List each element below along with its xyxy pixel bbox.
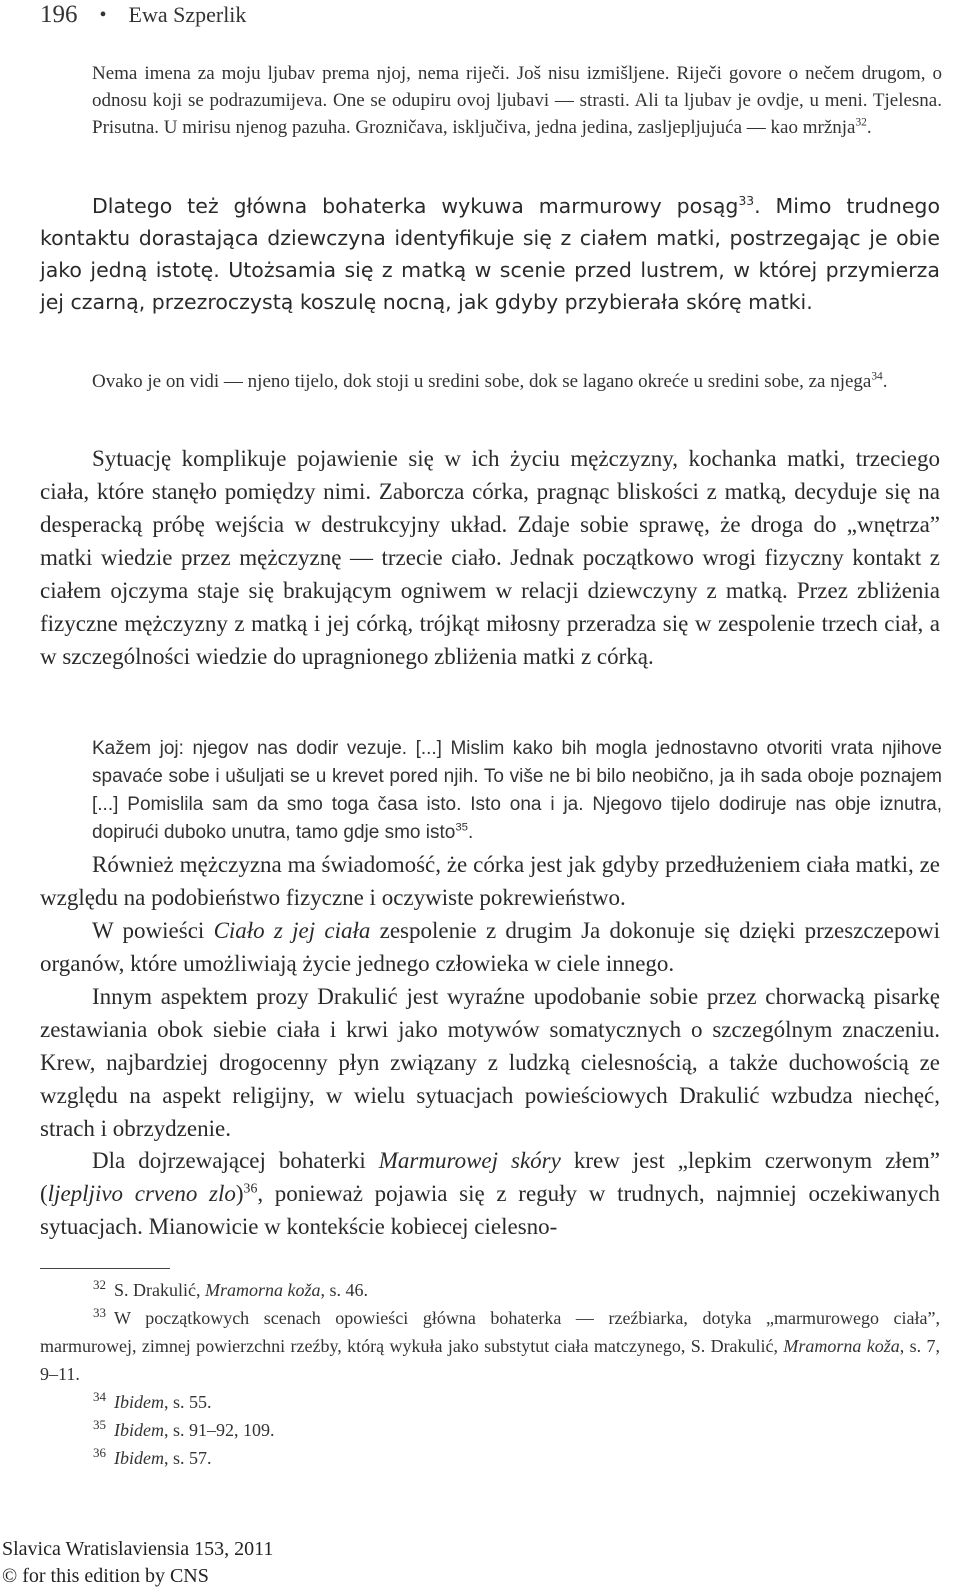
paragraph-1-part2: . Mimo trudnego kontaktu dorastająca dziewczyna identyfikuje się z ciałem matki, postrzegając je obie jako jedną istotę. Utożsamia się z matką w scenie przed lustrem, w której przymierza jej czarną, przezroczystą koszulę nocną, jak gdyby przybierała skórę matki. (40, 194, 940, 314)
footnote-text-post: , s. 57. (163, 1448, 212, 1468)
footnote-ref-36[interactable]: 36 (243, 1180, 258, 1196)
footnote-title: Ibidem (114, 1420, 164, 1440)
header-author: Ewa Szperlik (128, 2, 247, 27)
paragraph-6 (40, 1144, 940, 1243)
paragraph-1 (40, 190, 940, 318)
footnote-text-post: , s. 55. (163, 1392, 212, 1412)
footnote-ref-32[interactable]: 32 (855, 116, 867, 129)
quote-3-text: Kažem joj: njegov nas dodir vezuje. [...] Mislim kako bih mogla jednostavno otvoriti vrata njihove spavaće sobe i ušuljati se u krevet pored njih. To više ne bi bilo neobično, ja ih sada oboje poznajem [...] Pomislila sam da smo toga časa isto. Isto ona i ja. Njegovo tijelo dodiruje nas obje iznutra, dopirući duboko unutra, tamo gdje smo isto (92, 738, 942, 843)
footnote-36: 36 Ibidem, s. 57. (93, 1445, 212, 1468)
paragraph-4-part2: zespolenie z drugim Ja dokonuje się dzięki przeszczepowi organów, które umożliwiają życie jednego człowieka w ciele innego. (40, 918, 940, 976)
paragraph-2: Sytuację komplikuje pojawienie się w ich życiu mężczyzny, kochanka matki, trzeciego ciała, które stanęło pomiędzy nimi. Zaborcza córka, pragnąc bliskości z matką, decyduje się na desperacką próbę wejścia w destrukcyjny układ. Zdaje sobie sprawę, że droga do „wnętrza” matki wiedzie przez mężczyznę — trzecie ciało. Jednak początkowo wrogi fizyczny kontakt z ciałem ojczyma staje się brakującym ogniwem w relacji dziewczyny z matką. Przez zbliżenia fizyczne mężczyzny z matką i jej córką, trójkąt miłosny przeradza się w zespolenie trzech ciał, a w szczególności wiedzie do upragnionego zbliżenia matki z córką. (40, 446, 940, 669)
footnote-text: S. Drakulić, (114, 1280, 205, 1300)
footnote-35: 35 Ibidem, s. 91–92, 109. (93, 1417, 275, 1440)
quote-1-text: Nema imena za moju ljubav prema njoj, nema riječi. Još nisu izmišljene. Riječi govore o nečem drugom, o odnosu koji se podrazumijeva. One se odupiru ovoj ljubavi — strasti. Ali ta ljubav je ovdje, u meni. Tjelesna. Prisutna. U mirisu njenog pazuha. Grozničava, isključiva, jedna jedina, zasljepljujuća — kao mržnja (92, 63, 942, 138)
paragraph-4-part1: W powieści (92, 918, 214, 943)
paragraph-6-title: Marmurowej skóry (378, 1148, 561, 1173)
paragraph-3: Również mężczyzna ma świadomość, że córka jest jak gdyby przedłużeniem ciała matki, ze względu na podobieństwo fizyczne i oczywiste pokrewieństwo. (40, 852, 940, 910)
footnote-title: Ibidem (114, 1448, 164, 1468)
footnote-text-post: , s. 91–92, 109. (163, 1420, 275, 1440)
quote-2-text: Ovako je on vidi — njeno tijelo, dok stoji u sredini sobe, dok se lagano okreće u sredini sobe, za njega (92, 371, 872, 392)
footnote-33: 33 W początkowych scenach opowieści główna bohaterka — rzeźbiarka, dotyka „marmurowego ciała”, marmurowej, zimnej powierzchni rzeźby, którą wykuła jako substytut ciała matczynego, S. Drakulić, Mramorna koža, s. 7, 9–11. (40, 1305, 940, 1384)
paragraph-4-title: Ciało z jej ciała (213, 918, 371, 943)
block-quote-3 (92, 735, 942, 847)
quote-2-tail: . (882, 371, 888, 392)
paragraph-5: Innym aspektem prozy Drakulić jest wyraźne upodobanie sobie przez chorwacką pisarkę zestawiania obok siebie ciała i krwi jako motywów somatycznych o szczególnym znaczeniu. Krew, najbardziej drogocenny płyn związany z ludzką cielesnością, a także duchowością ze względu na aspekt religijny, w wielu sytuacjach powieściowych Drakulić wzbudza niechęć, strach i obrzydzenie. (40, 984, 940, 1141)
footnote-text-post: , s. 7, 9–11. (40, 1336, 940, 1384)
paragraph-6-part1: Dla dojrzewającej bohaterki (92, 1148, 379, 1173)
block-quote-1 (92, 60, 942, 141)
footnote-text: W początkowych scenach opowieści główna bohaterka — rzeźbiarka, dotyka „marmurowego ciała”, marmurowej, zimnej powierzchni rzeźby, którą wykuła jako substytut ciała matczynego, S. Drakulić, (40, 1308, 940, 1356)
paragraph-6-part4: , ponieważ pojawia się z reguły w trudnych, najmniej oczekiwanych sytuacjach. Mianowicie w kontekście kobiecej cielesno- (40, 1181, 940, 1239)
footnote-ref-34[interactable]: 34 (871, 370, 883, 383)
block-quote-2 (92, 368, 942, 395)
footnote-ref-33[interactable]: 33 (738, 194, 755, 209)
paragraph-6-part2: krew jest „lepkim czerwonym złem” ( (40, 1148, 940, 1206)
footnote-separator (40, 1268, 170, 1269)
journal-footer: Slavica Wratislaviensia 153, 2011 (2, 1538, 274, 1560)
paragraph-6-quote: ljepljivo crveno zlo (47, 1181, 236, 1206)
footnote-text-post: , s. 46. (320, 1280, 368, 1300)
footnote-ref-35[interactable]: 35 (455, 821, 468, 834)
quote-3-tail: . (468, 822, 474, 843)
copyright-footer: © for this edition by CNS (2, 1565, 209, 1587)
footnote-32: 32 S. Drakulić, Mramorna koža, s. 46. (93, 1277, 368, 1300)
quote-1-tail: . (866, 117, 872, 138)
footnote-title: Mramorna koža (204, 1280, 321, 1300)
footnote-title: Ibidem (114, 1392, 164, 1412)
paragraph-6-part3: ) (235, 1181, 244, 1206)
footnote-title: Mramorna koža (783, 1336, 900, 1356)
paragraph-4 (40, 914, 940, 980)
running-header (40, 0, 246, 30)
header-bullet: • (99, 3, 107, 26)
footnote-34: 34 Ibidem, s. 55. (93, 1389, 212, 1412)
page-number: 196 (40, 1, 78, 28)
paragraph-1-part1: Dlatego też główna bohaterka wykuwa marmurowy posąg (92, 194, 739, 218)
